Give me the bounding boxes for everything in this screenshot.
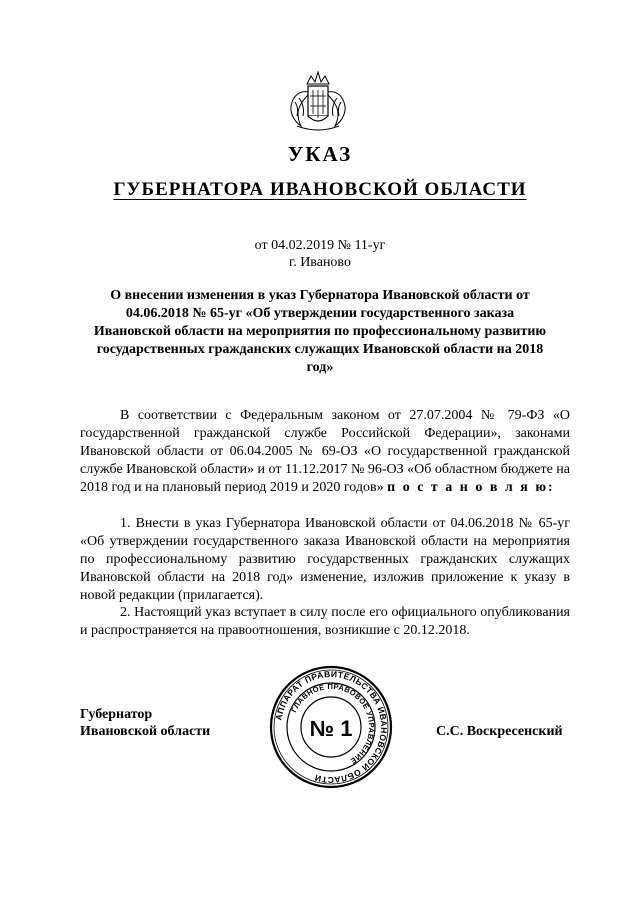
signatory-position bbox=[80, 706, 210, 740]
seal-inner-text: ГЛАВНОЕ ПРАВОВОЕ УПРАВЛЕНИЕ bbox=[289, 681, 377, 766]
coat-of-arms-icon bbox=[287, 62, 349, 132]
item-1-paragraph: 1. Внести в указ Губернатора Ивановской области от 04.06.2018 № 65-уг «Об утверждении государственного заказа Ивановской области на мероприятия по профессиональному развитию государственных гражданских служащих Ивановской области на 2018 год» изменение, изложив приложение к указу в новой редакции (прилагается). bbox=[80, 516, 570, 603]
seal-outer-text: АППАРАТ ПРАВИТЕЛЬСТВА ИВАНОВСКОЙ ОБЛАСТИ bbox=[273, 668, 390, 786]
preamble-text: В соответствии с Федеральным законом от 27.07.2004 № 79-ФЗ «О государственной гражданской службе Российской Федерации», законами Ивановской области от 06.04.2005 № 69-ОЗ «О государственной гражданской службе Ивановской области» и от 11.12.2017 № 96-ОЗ «Об областном бюджете на 2018 год и на плановый период 2019 и 2020 годов» bbox=[80, 408, 570, 495]
official-seal bbox=[268, 664, 394, 790]
authority-title bbox=[0, 179, 640, 201]
document-subject: О внесении изменения в указ Губернатора Ивановской области от 04.06.2018 № 65-уг «Об утверждении государственного заказа Ивановской области на мероприятия по профессиональному развитию государственных гражданских служащих Ивановской области на 2018 год» bbox=[93, 288, 547, 375]
preamble-paragraph bbox=[80, 407, 570, 497]
position-line-1: Губернатор bbox=[80, 707, 153, 722]
position-line-2: Ивановской области bbox=[80, 724, 211, 739]
seal-number: № 1 bbox=[309, 716, 353, 741]
decree-word: п о с т а н о в л я ю: bbox=[387, 480, 555, 495]
item-2-paragraph: 2. Настоящий указ вступает в силу после его официального опубликования и распространяется на правоотношения, возникшие с 20.12.2018. bbox=[80, 605, 570, 638]
document-type-title: УКАЗ bbox=[287, 142, 353, 166]
authority-title-text: ГУБЕРНАТОРА ИВАНОВСКОЙ ОБЛАСТИ bbox=[113, 179, 527, 200]
date-number: от 04.02.2019 № 11-уг bbox=[254, 238, 386, 253]
city: г. Иваново bbox=[289, 255, 351, 270]
signatory-name: С.С. Воскресенский bbox=[436, 724, 563, 739]
